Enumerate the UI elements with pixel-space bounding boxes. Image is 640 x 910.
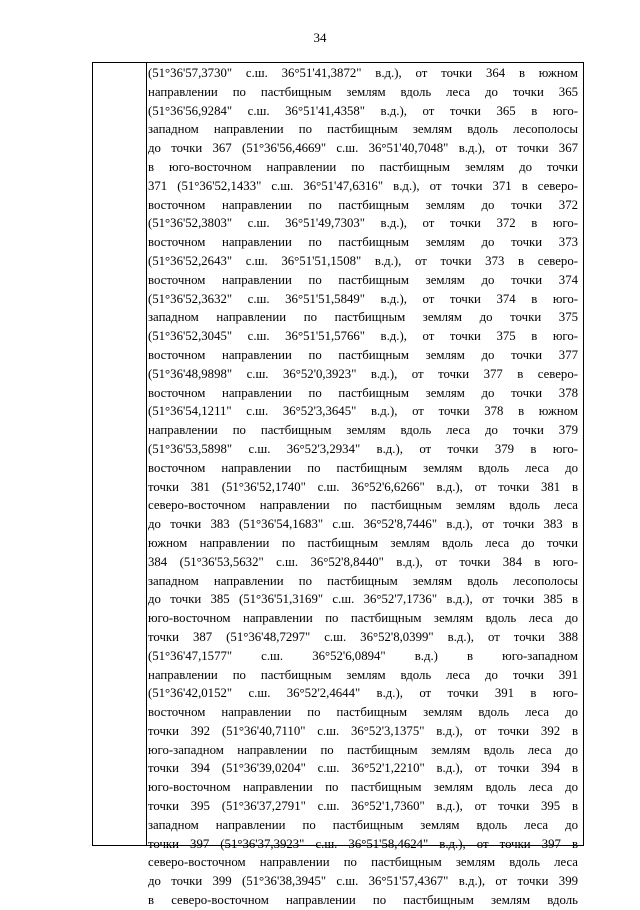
text-line: направлении по пастбищным землям вдоль леса до точки 391 — [148, 667, 578, 682]
text-line: (51°36'47,1577" с.ш. 36°52'6,0894" в.д.) в юго-западном — [148, 648, 578, 663]
text-line: западном направлении по пастбищным землям вдоль лесополосы — [148, 573, 578, 588]
text-line: западном направлении по пастбищным землям вдоль леса до — [148, 817, 578, 832]
page-number: 34 — [313, 30, 327, 45]
table-text-column — [147, 63, 583, 908]
text-line: до точки 399 (51°36'38,3945" с.ш. 36°51'57,4367" в.д.), от точки 399 — [148, 874, 578, 889]
document-table — [92, 62, 584, 908]
text-line: до точки 367 (51°36'56,4669" с.ш. 36°51'40,7048" в.д.), от точки 367 — [148, 141, 578, 156]
text-line: восточном направлении по пастбищным землям до точки 378 — [148, 385, 578, 400]
text-line: в северо-восточном направлении по пастбищным землям вдоль — [148, 893, 578, 908]
text-line: точки 397 (51°36'37,3923" с.ш. 36°51'58,4624" в.д.), от точки 397 в — [148, 836, 578, 851]
text-line: западном направлении по пастбищным землям вдоль лесополосы — [148, 122, 578, 137]
text-line: точки 395 (51°36'37,2791" с.ш. 36°52'1,7360" в.д.), от точки 395 в — [148, 799, 578, 814]
text-line: направлении по пастбищным землям вдоль леса до точки 379 — [148, 423, 578, 438]
text-line: северо-восточном направлении по пастбищным землям вдоль леса — [148, 855, 578, 870]
text-line: (51°36'52,3632" с.ш. 36°51'51,5849" в.д.), от точки 374 в юго- — [148, 291, 578, 306]
text-line: восточном направлении по пастбищным землям до точки 374 — [148, 272, 578, 287]
table-left-column — [93, 63, 147, 845]
text-line: южном направлении по пастбищным землям вдоль леса до точки — [148, 535, 578, 550]
text-line: северо-восточном направлении по пастбищным землям вдоль леса — [148, 498, 578, 513]
text-line: 371 (51°36'52,1433" с.ш. 36°51'47,6316" в.д.), от точки 371 в северо- — [148, 178, 578, 193]
text-line: (51°36'53,5898" с.ш. 36°52'3,2934" в.д.), от точки 379 в юго- — [148, 441, 578, 456]
text-line: (51°36'48,9898" с.ш. 36°52'0,3923" в.д.), от точки 377 в северо- — [148, 366, 578, 381]
text-line: (51°36'42,0152" с.ш. 36°52'2,4644" в.д.), от точки 391 в юго- — [148, 686, 578, 701]
text-line: восточном направлении по пастбищным землям до точки 377 — [148, 347, 578, 362]
text-line: точки 381 (51°36'52,1740" с.ш. 36°52'6,6266" в.д.), от точки 381 в — [148, 479, 578, 494]
text-line: юго-восточном направлении по пастбищным землям вдоль леса до — [148, 611, 578, 626]
text-line: юго-западном направлении по пастбищным землям вдоль леса до — [148, 742, 578, 757]
text-line: восточном направлении по пастбищным землям вдоль леса до — [148, 705, 578, 720]
text-line: точки 387 (51°36'48,7297" с.ш. 36°52'8,0399" в.д.), от точки 388 — [148, 629, 578, 644]
text-line: до точки 383 (51°36'54,1683" с.ш. 36°52'8,7446" в.д.), от точки 383 в — [148, 517, 578, 532]
text-line: (51°36'52,3803" с.ш. 36°51'49,7303" в.д.), от точки 372 в юго- — [148, 216, 578, 231]
text-line: до точки 385 (51°36'51,3169" с.ш. 36°52'7,1736" в.д.), от точки 385 в — [148, 592, 578, 607]
text-line: точки 392 (51°36'40,7110" с.ш. 36°52'3,1375" в.д.), от точки 392 в — [148, 723, 578, 738]
text-line: (51°36'54,1211" с.ш. 36°52'3,3645" в.д.), от точки 378 в южном — [148, 404, 578, 419]
text-line: точки 394 (51°36'39,0204" с.ш. 36°52'1,2210" в.д.), от точки 394 в — [148, 761, 578, 776]
text-line: (51°36'52,2643" с.ш. 36°51'51,1508" в.д.), от точки 373 в северо- — [148, 253, 578, 268]
text-line: юго-восточном направлении по пастбищным землям вдоль леса до — [148, 780, 578, 795]
text-line: (51°36'56,9284" с.ш. 36°51'41,4358" в.д.), от точки 365 в юго- — [148, 103, 578, 118]
text-line: восточном направлении по пастбищным землям до точки 373 — [148, 235, 578, 250]
text-line: в юго-восточном направлении по пастбищным землям до точки — [148, 159, 578, 174]
text-line: (51°36'52,3045" с.ш. 36°51'51,5766" в.д.), от точки 375 в юго- — [148, 329, 578, 344]
text-line: восточном направлении по пастбищным землям вдоль леса до — [148, 460, 578, 475]
text-line: западном направлении по пастбищным землям до точки 375 — [148, 310, 578, 325]
text-line: (51°36'57,3730" с.ш. 36°51'41,3872" в.д.), от точки 364 в южном — [148, 66, 578, 80]
text-line: 384 (51°36'53,5632" с.ш. 36°52'8,8440" в.д.), от точки 384 в юго- — [148, 554, 578, 569]
text-line: восточном направлении по пастбищным землям до точки 372 — [148, 197, 578, 212]
text-line: направлении по пастбищным землям вдоль леса до точки 365 — [148, 84, 578, 99]
